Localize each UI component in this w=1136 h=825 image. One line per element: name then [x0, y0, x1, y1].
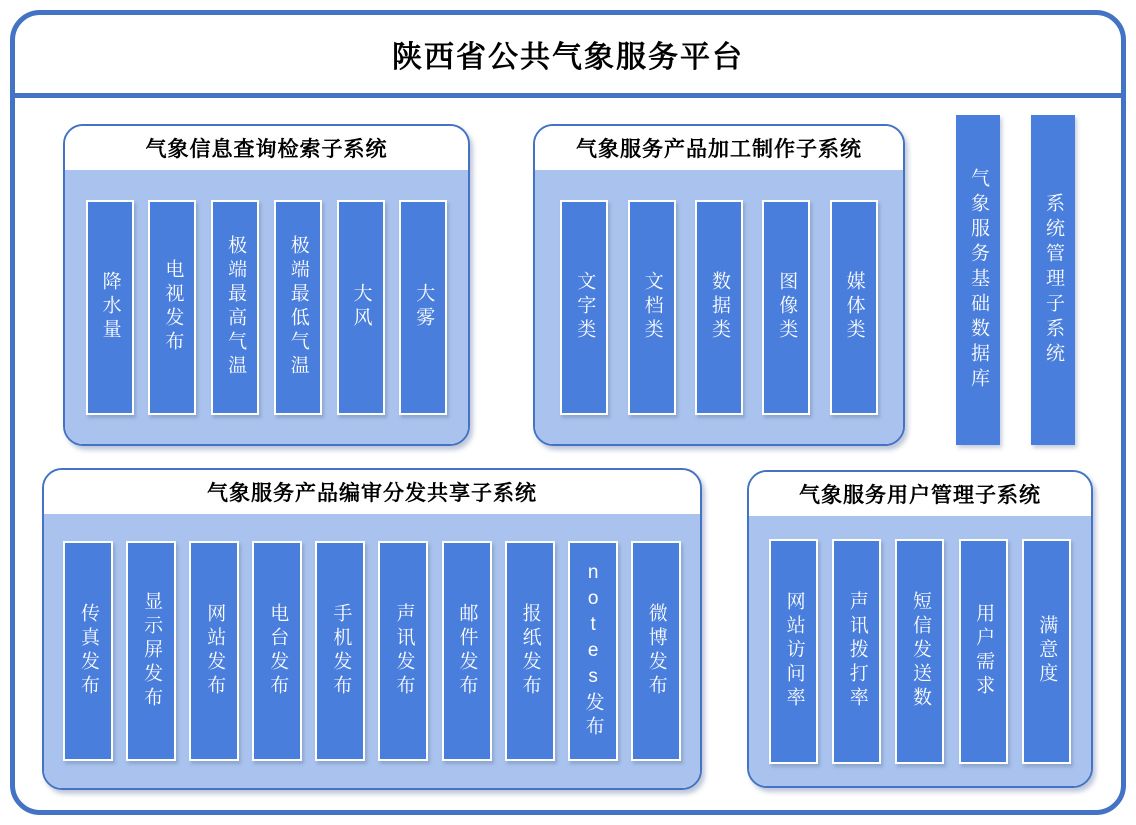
module-bar	[959, 539, 1008, 764]
panel-distribution-subsystem	[42, 468, 702, 790]
module-bar-label: 声讯拨打率	[846, 591, 868, 711]
module-bar-label: 手机发布	[330, 603, 352, 699]
module-bar	[442, 541, 492, 761]
module-bar	[631, 541, 681, 761]
system-management-bar	[1031, 115, 1075, 445]
module-bar-label: 短信发送数	[909, 591, 931, 711]
module-bar-label: 电视发布	[162, 259, 184, 355]
module-bar-label: 图像类	[776, 271, 798, 343]
panel-query-body	[65, 170, 468, 444]
module-bar	[252, 541, 302, 761]
module-bar-label: 大雾	[413, 283, 435, 331]
module-bar-label: 大风	[350, 283, 372, 331]
module-bar-label: notes发布	[582, 562, 604, 740]
title-bar	[15, 15, 1121, 98]
system-management-bar-label: 系统管理子系统	[1042, 192, 1064, 368]
panel-production-subsystem	[533, 124, 905, 446]
module-bar-label: 网站发布	[204, 603, 226, 699]
panel-production-title: 气象服务产品加工制作子系统	[535, 126, 903, 170]
module-bar-label: 报纸发布	[519, 603, 541, 699]
module-bar-label: 电台发布	[267, 603, 289, 699]
module-bar	[378, 541, 428, 761]
module-bar	[505, 541, 555, 761]
module-bar	[830, 200, 878, 415]
module-bar-label: 声讯发布	[393, 603, 415, 699]
module-bar	[1022, 539, 1071, 764]
module-bar-label: 媒体类	[843, 271, 865, 343]
module-bar-label: 极端最低气温	[287, 235, 309, 379]
module-bar	[148, 200, 196, 415]
module-bar	[399, 200, 447, 415]
module-bar-label: 数据类	[708, 271, 730, 343]
module-bar	[832, 539, 881, 764]
module-bar-label: 降水量	[99, 271, 121, 343]
module-bar	[86, 200, 134, 415]
module-bar-label: 用户需求	[973, 603, 995, 699]
module-bar	[695, 200, 743, 415]
module-bar-label: 网站访问率	[783, 591, 805, 711]
module-bar-label: 文字类	[574, 271, 596, 343]
module-bar	[568, 541, 618, 761]
module-bar-label: 满意度	[1036, 615, 1058, 687]
module-bar	[337, 200, 385, 415]
page-title: 陕西省公共气象服务平台	[392, 41, 744, 74]
module-bar	[63, 541, 113, 761]
panel-users-body	[749, 516, 1091, 786]
module-bar-label: 显示屏发布	[141, 591, 163, 711]
module-bar	[628, 200, 676, 415]
module-bar	[315, 541, 365, 761]
module-bar-label: 文档类	[641, 271, 663, 343]
panel-users-title: 气象服务用户管理子系统	[749, 472, 1091, 516]
module-bar-label: 传真发布	[78, 603, 100, 699]
module-bar	[189, 541, 239, 761]
panel-distribution-title: 气象服务产品编审分发共享子系统	[44, 470, 700, 514]
panel-query-subsystem	[63, 124, 470, 446]
panel-users-subsystem	[747, 470, 1093, 788]
module-bar	[560, 200, 608, 415]
module-bar-label: 微博发布	[645, 603, 667, 699]
base-database-bar	[956, 115, 1000, 445]
module-bar-label: 极端最高气温	[225, 235, 247, 379]
panel-production-body	[535, 170, 903, 444]
module-bar	[126, 541, 176, 761]
module-bar	[762, 200, 810, 415]
module-bar	[769, 539, 818, 764]
panel-distribution-body	[44, 514, 700, 788]
module-bar	[274, 200, 322, 415]
module-bar	[895, 539, 944, 764]
module-bar	[211, 200, 259, 415]
module-bar-label: 邮件发布	[456, 603, 478, 699]
panel-query-title: 气象信息查询检索子系统	[65, 126, 468, 170]
base-database-bar-label: 气象服务基础数据库	[967, 167, 989, 393]
